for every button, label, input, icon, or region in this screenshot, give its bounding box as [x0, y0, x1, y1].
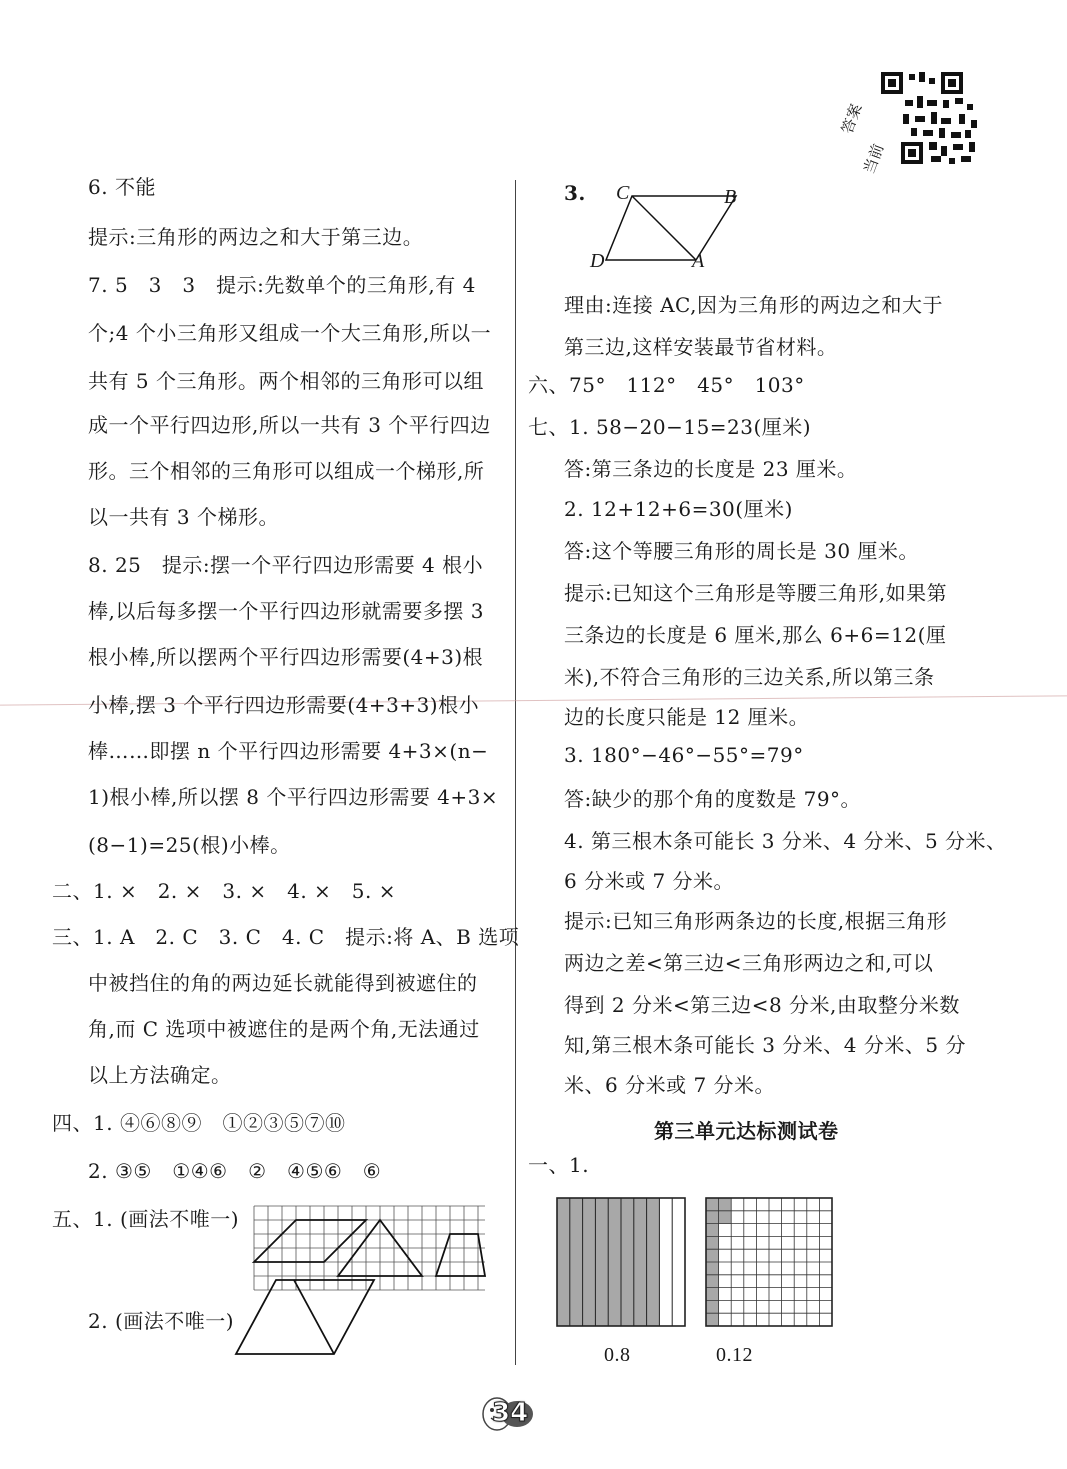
point-label-b: B	[724, 186, 737, 208]
hint-7-2: 提示:已知这个三角形是等腰三角形,如果第	[564, 581, 948, 605]
text-line: 个;4 个小三角形又组成一个大三角形,所以一	[88, 321, 492, 345]
text-line: 以一共有 3 个梯形。	[88, 505, 279, 529]
text-line: 小棒,摆 3 个平行四边形需要(4+3+3)根小	[88, 693, 480, 717]
text-line: 中被挡住的角的两边延长就能得到被遮住的	[88, 971, 478, 995]
answer-7: 7. 5 3 3 提示:先数单个的三角形,有 4	[88, 273, 476, 297]
text-line: 知,第三根木条可能长 3 分米、4 分米、5 分	[564, 1033, 966, 1057]
text-line: 米、6 分米或 7 分米。	[564, 1073, 776, 1097]
section-7-1: 七、1. 58−20−15=23(厘米)	[528, 415, 812, 439]
section-7-4: 4. 第三根木条可能长 3 分米、4 分米、5 分米、	[564, 829, 1007, 853]
grid-caption-tenths: 0.8	[604, 1344, 631, 1366]
answer-6: 6. 不能	[88, 175, 156, 199]
text-line: 6 分米或 7 分米。	[564, 869, 735, 893]
section-7-3: 3. 180°−46°−55°=79°	[564, 743, 804, 767]
text-line: 1)根小棒,所以摆 8 个平行四边形需要 4+3×	[88, 785, 499, 809]
text-line: 角,而 C 选项中被遮住的是两个角,无法通过	[88, 1017, 480, 1041]
reason-line: 理由:连接 AC,因为三角形的两边之和大于	[564, 293, 943, 317]
section-7-2: 2. 12+12+6=30(厘米)	[564, 497, 793, 521]
column-divider	[515, 180, 516, 1365]
parallelogram-drawing	[236, 1278, 376, 1356]
text-line: 答:第三条边的长度是 23 厘米。	[564, 457, 858, 481]
hint-6: 提示:三角形的两边之和大于第三边。	[88, 225, 424, 249]
page-number: 34	[492, 1398, 529, 1428]
text-line: 两边之差<第三边<三角形两边之和,可以	[564, 951, 934, 975]
section-4-answers: 四、1. ④⑥⑧⑨ ①②③⑤⑦⑩	[52, 1111, 346, 1135]
text-line: 边的长度只能是 12 厘米。	[564, 705, 810, 729]
text-line: 根小棒,所以摆两个平行四边形需要(4+3)根	[88, 645, 484, 669]
text-line: (8−1)=25(根)小棒。	[88, 833, 291, 857]
section-2-answers: 二、1. × 2. × 3. × 4. × 5. ×	[52, 879, 396, 903]
text-line: 以上方法确定。	[88, 1063, 232, 1087]
section-6-answers: 六、75° 112° 45° 103°	[528, 373, 805, 397]
section-5-1: 五、1. (画法不唯一)	[52, 1207, 240, 1231]
text-line: 三条边的长度是 6 厘米,那么 6+6=12(厘	[564, 623, 947, 647]
answer-8: 8. 25 提示:摆一个平行四边形需要 4 根小	[88, 553, 484, 577]
section-1-1: 一、1.	[528, 1153, 590, 1177]
decimal-grid-tenths	[557, 1198, 685, 1326]
qr-label-answer: 答案	[838, 100, 866, 137]
point-label-a: A	[692, 250, 705, 272]
text-line: 得到 2 分米<第三边<8 分米,由取整分米数	[564, 993, 960, 1017]
section-4-answers-2: 2. ③⑤ ①④⑥ ② ④⑤⑥ ⑥	[88, 1159, 382, 1183]
text-line: 棒……即摆 n 个平行四边形需要 4+3×(n−	[88, 739, 489, 763]
answer-3: 3.	[564, 181, 586, 205]
point-label-d: D	[590, 250, 605, 272]
qr-code	[875, 70, 985, 175]
text-line: 答:缺少的那个角的度数是 79°。	[564, 787, 862, 811]
section-5-2: 2. (画法不唯一)	[88, 1309, 235, 1333]
text-line: 米),不符合三角形的三边关系,所以第三条	[564, 665, 935, 689]
text-line: 形。三个相邻的三角形可以组成一个梯形,所	[88, 459, 485, 483]
hint-7-4: 提示:已知三角形两条边的长度,根据三角形	[564, 909, 948, 933]
decimal-grid-hundredths	[706, 1198, 832, 1326]
text-line: 共有 5 个三角形。两个相邻的三角形可以组	[88, 369, 484, 393]
grid-caption-hundredths: 0.12	[716, 1344, 753, 1366]
qr-label-current: 当前	[860, 140, 888, 177]
section-3-answers: 三、1. A 2. C 3. C 4. C 提示:将 A、B 选项	[52, 925, 520, 949]
text-line: 答:这个等腰三角形的周长是 30 厘米。	[564, 539, 919, 563]
text-line: 棒,以后每多摆一个平行四边形就需要多摆 3	[88, 599, 484, 623]
text-line: 第三边,这样安装最节省材料。	[564, 335, 838, 359]
text-line: 成一个平行四边形,所以一共有 3 个平行四边	[88, 413, 491, 437]
section-title: 第三单元达标测试卷	[654, 1119, 839, 1143]
point-label-c: C	[616, 182, 630, 204]
